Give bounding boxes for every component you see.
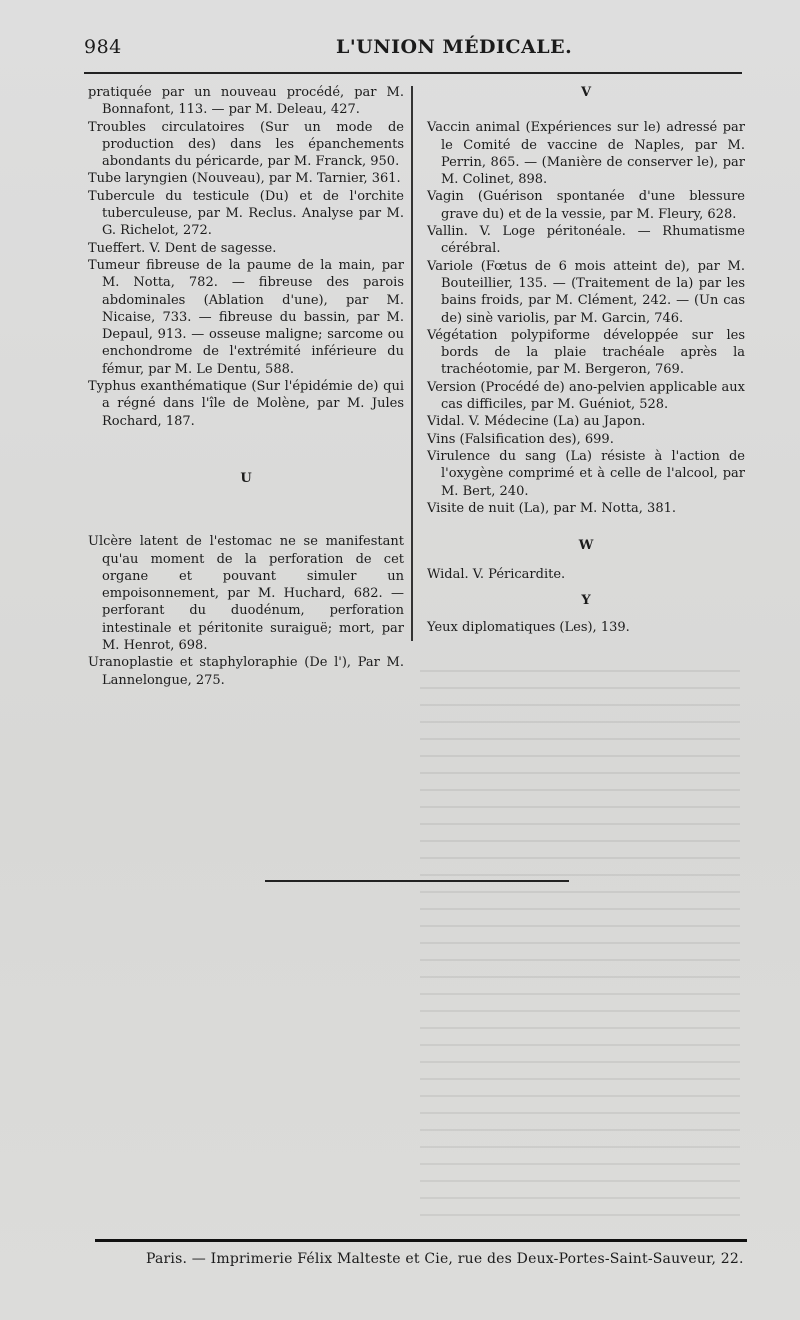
index-entry: Typhus exanthématique (Sur l'épidémie de) qui a régné dans l'île de Molène, par M. Jules Rochard, 187. — [88, 379, 404, 429]
index-entry: Troubles circulatoires (Sur un mode de production des) dans les épanchements abondants du péricarde, par M. Franck, 950. — [88, 119, 404, 170]
index-entry: Vagin (Guérison spontanée d'une blessure grave du) et de la vessie, par M. Fleury, 628. — [427, 189, 745, 222]
footer-rule — [95, 1239, 747, 1242]
index-entry: Uranoplastie et staphyloraphie (De l'), Par M. Lannelongue, 275. — [88, 655, 404, 688]
index-entry: Virulence du sang (La) résiste à l'action de l'oxygène comprimé et à celle de l'alcool, par M. Bert, 240. — [427, 448, 745, 499]
header-rule — [84, 72, 742, 74]
right-column — [427, 84, 745, 636]
printer-imprint: Paris. — Imprimerie Félix Malteste et Cie, rue des Deux-Portes-Saint-Sauveur, 22. — [146, 1251, 744, 1267]
index-entry: Version (Procédé de) ano-pelvien applicable aux cas difficiles, par M. Guéniot, 528. — [427, 379, 745, 413]
show-through-texture — [420, 660, 740, 1220]
index-entry: Tueffert. V. Dent de sagesse. — [88, 240, 277, 256]
index-entry: Variole (Fœtus de 6 mois atteint de), par M. Bouteillier, 135. — (Traitement de la) par les bains froids, par M. Clément, 242. — (Un cas de) sinè variolis, par M. Garcin, 746. — [427, 258, 745, 326]
index-entry: Widal. V. Péricardite. — [427, 567, 566, 583]
section-letter-v: V — [580, 85, 592, 100]
journal-title: L'UNION MÉDICALE. — [336, 36, 573, 58]
section-letter-u: U — [240, 470, 252, 486]
index-entry: pratiquée par un nouveau procédé, par M. Bonnafont, 113. — par M. Deleau, 427. — [88, 85, 404, 118]
index-entry: Ulcère latent de l'estomac ne se manifestant qu'au moment de la perforation de cet organe et pouvant simuler un empoisonnement, par M. Huchard, 682. — perforant du duodénum, perforation intestinale et péritonite suraiguë; mort, par M. Henrot, 698. — [88, 534, 404, 654]
index-entry: Végétation polypiforme développée sur les bords de la plaie trachéale après la trachéotomie, par M. Bergeron, 769. — [427, 327, 745, 378]
index-entry: Tube laryngien (Nouveau), par M. Tarnier, 361. — [88, 171, 401, 187]
section-letter-y: Y — [581, 592, 591, 608]
index-entry: Yeux diplomatiques (Les), 139. — [427, 620, 630, 636]
left-column — [88, 84, 404, 689]
index-entry: Visite de nuit (La), par M. Notta, 381. — [427, 500, 676, 516]
section-letter-w: W — [578, 538, 594, 554]
column-divider — [411, 86, 413, 641]
index-entry: Tubercule du testicule (Du) et de l'orchite tuberculeuse, par M. Reclus. Analyse par M. G. Richelot, 272. — [88, 188, 404, 239]
page-header — [84, 36, 744, 66]
index-entry: Vidal. V. Médecine (La) au Japon. — [427, 414, 646, 430]
index-entry: Vins (Falsification des), 699. — [427, 431, 614, 447]
index-entry: Vaccin animal (Expériences sur le) adressé par le Comité de vaccine de Naples, par M. Perrin, 865. — (Manière de conserver le), par M. Colinet, 898. — [427, 120, 745, 188]
page-number: 984 — [84, 36, 122, 58]
index-entry: Tumeur fibreuse de la paume de la main, par M. Notta, 782. — fibreuse des parois abdominales (Ablation d'une), par M. Nicaise, 733. — fibreuse du bassin, par M. Depaul, 913. — osseuse maligne; sarcome ou enchondrome de l'extrémité inférieure du fémur, par M. Le Dentu, 588. — [88, 257, 404, 377]
index-entry: Vallin. V. Loge péritonéale. — Rhumatisme cérébral. — [427, 224, 745, 257]
end-rule — [265, 880, 569, 882]
